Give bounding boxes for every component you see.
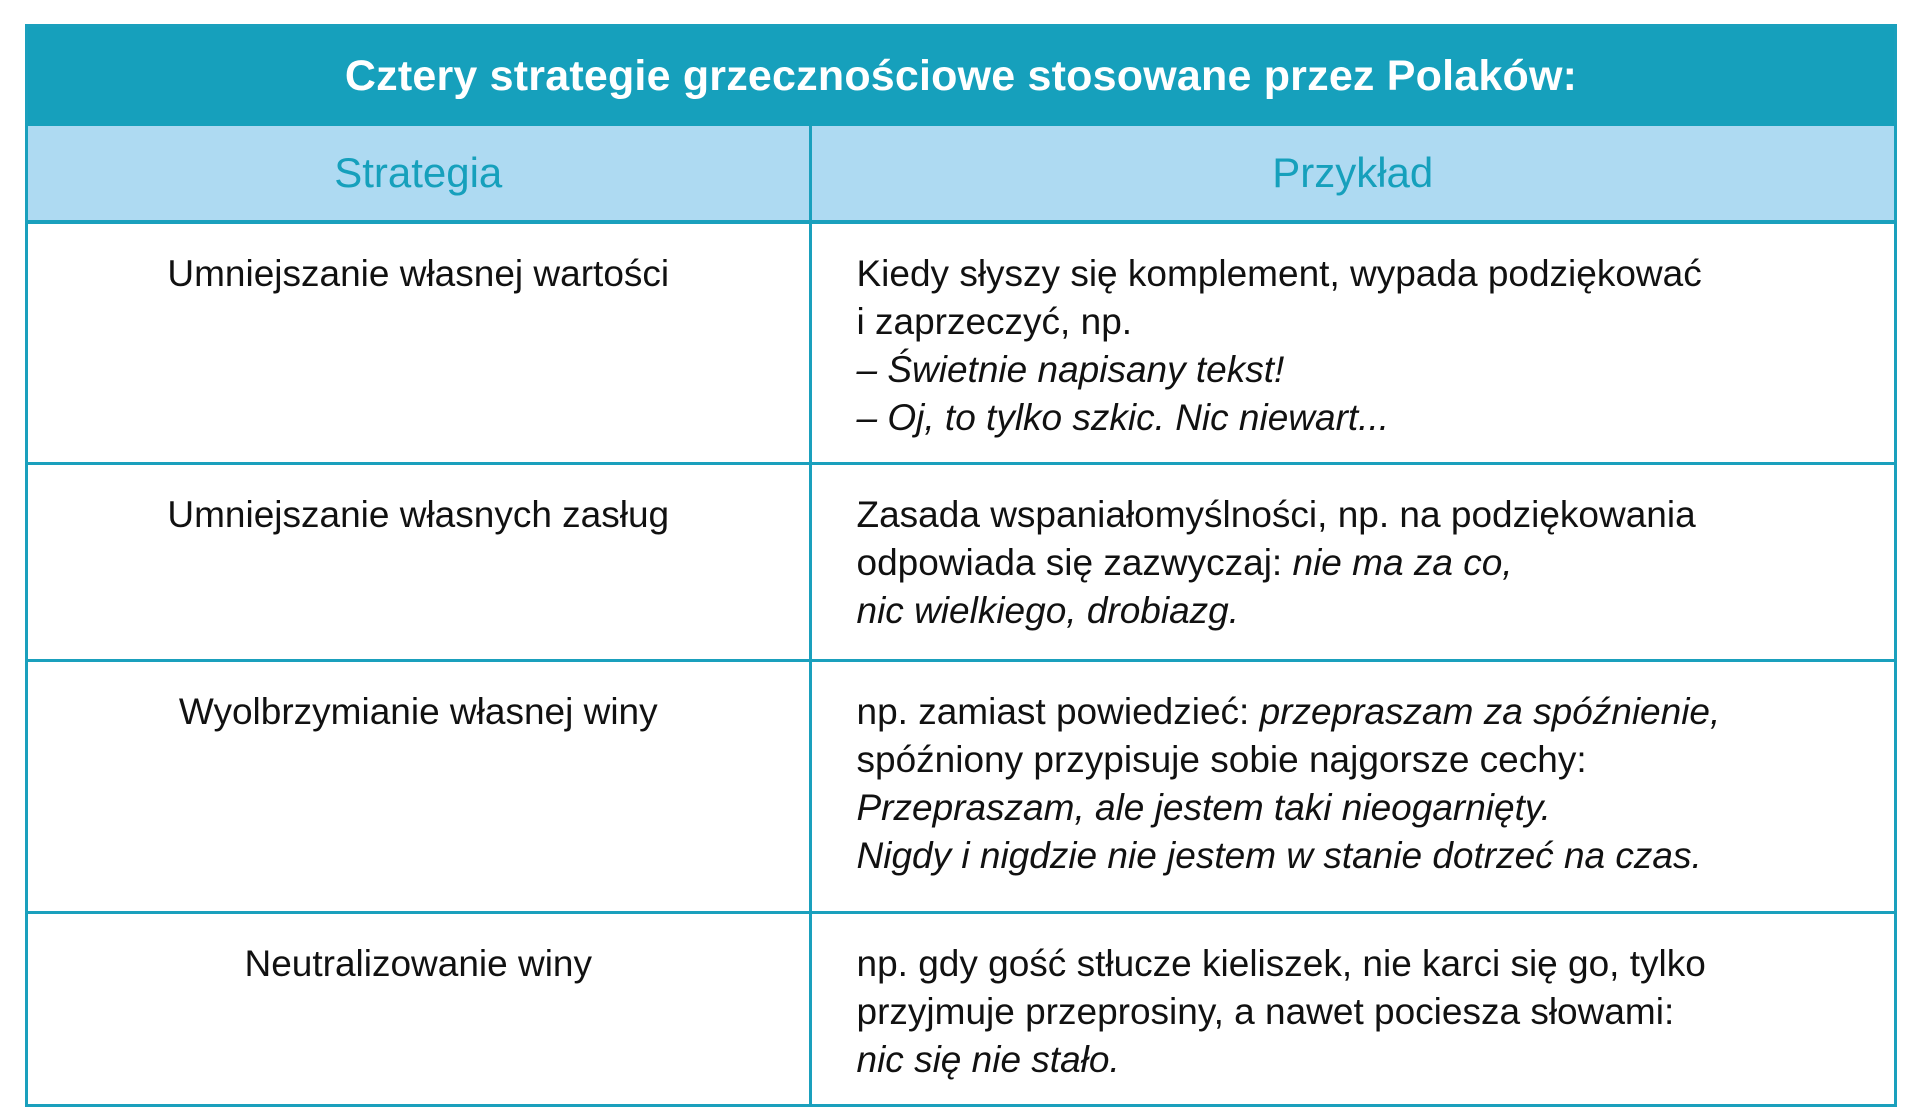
example-quote: Nigdy i nigdzie nie jestem w stanie dotrzeć na czas.	[856, 835, 1702, 876]
table-row	[28, 222, 1894, 464]
table-row	[28, 464, 1894, 661]
example-quote: – Świetnie napisany tekst!	[856, 349, 1285, 390]
example-quote: – Oj, to tylko szkic. Nic niewart...	[856, 397, 1390, 438]
example-quote: nic wielkiego, drobiazg.	[856, 590, 1240, 631]
example-text: np. zamiast powiedzieć:	[856, 691, 1260, 732]
strategies-grid	[28, 126, 1894, 1104]
example-cell	[810, 913, 1894, 1105]
column-header-strategy: Strategia	[28, 126, 810, 222]
example-text: Kiedy słyszy się komplement, wypada podziękować	[856, 253, 1702, 294]
example-line	[857, 539, 1865, 587]
example-text: i zaprzeczyć, np.	[856, 301, 1133, 342]
example-quote: przepraszam za spóźnienie,	[1259, 691, 1721, 732]
strategy-cell: Umniejszanie własnej wartości	[167, 253, 670, 294]
column-header-example: Przykład	[810, 126, 1894, 222]
example-text: np. gdy gość stłucze kieliszek, nie karci się go, tylko	[856, 943, 1706, 984]
strategy-cell: Umniejszanie własnych zasług	[28, 464, 810, 661]
example-cell	[810, 661, 1894, 913]
example-text: spóźniony przypisuje sobie najgorsze cechy:	[856, 739, 1587, 780]
example-text: odpowiada się zazwyczaj:	[856, 542, 1293, 583]
example-line	[857, 688, 1865, 736]
strategy-cell: Neutralizowanie winy	[28, 913, 810, 1105]
example-text: przyjmuje przeprosiny, a nawet pociesza słowami:	[856, 991, 1675, 1032]
table-title: Cztery strategie grzecznościowe stosowane przez Polaków:	[28, 27, 1894, 126]
example-quote: nic się nie stało.	[856, 1039, 1120, 1080]
header-row	[28, 126, 1894, 222]
table-row	[28, 661, 1894, 913]
strategy-cell: Wyolbrzymianie własnej winy	[28, 661, 810, 913]
table-row	[28, 913, 1894, 1105]
example-cell	[810, 222, 1894, 464]
example-cell	[810, 464, 1894, 661]
example-quote: Przepraszam, ale jestem taki nieogarnięty.	[856, 787, 1551, 828]
politeness-strategies-table	[25, 24, 1897, 1107]
example-quote: nie ma za co,	[1292, 542, 1513, 583]
example-text: Zasada wspaniałomyślności, np. na podziękowania	[856, 494, 1696, 535]
